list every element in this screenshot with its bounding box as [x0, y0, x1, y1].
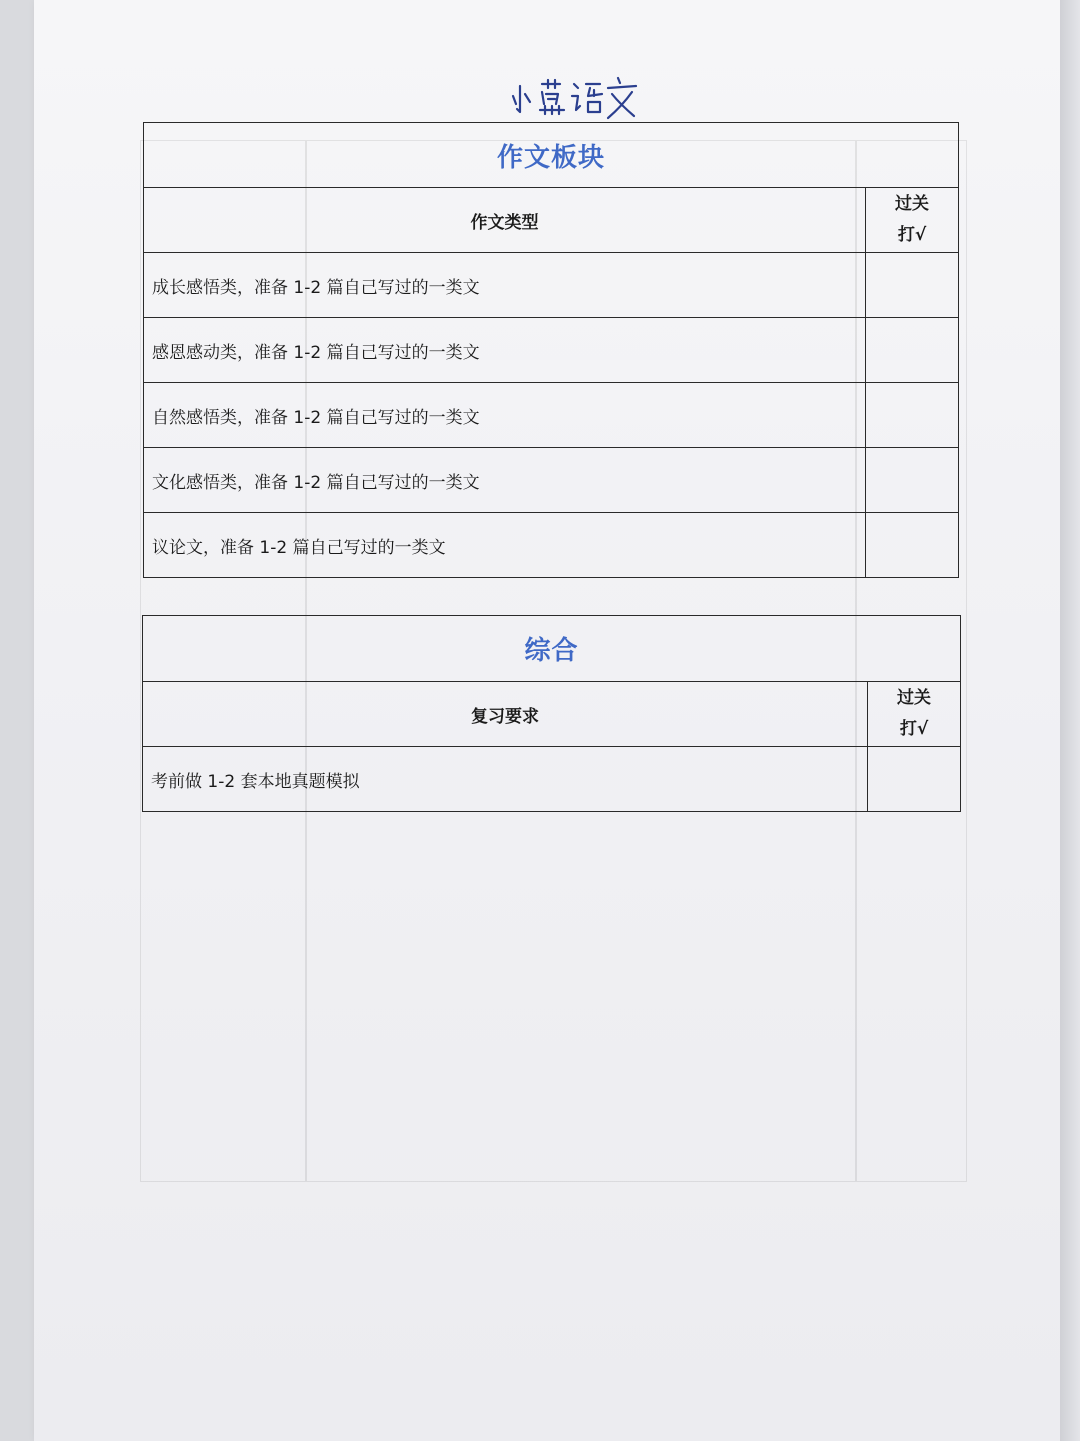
- pass-checkbox-cell[interactable]: [868, 747, 961, 812]
- table-row: [144, 383, 959, 448]
- essay-pass-check-header: [866, 188, 959, 253]
- essay-title-row: [144, 123, 959, 188]
- general-section-title: 综合: [143, 616, 961, 682]
- paper-edge: [1060, 0, 1080, 1441]
- pass-header-line1: 过关: [897, 688, 931, 708]
- pass-checkbox-cell[interactable]: [866, 383, 959, 448]
- pass-checkbox-cell[interactable]: [866, 448, 959, 513]
- essay-row-text: 自然感悟类，准备 1-2 篇自己写过的一类文: [144, 383, 866, 448]
- general-pass-check-header: [868, 682, 961, 747]
- essay-checklist-table: [143, 122, 959, 578]
- pass-checkbox-cell[interactable]: [866, 318, 959, 383]
- table-row: [144, 448, 959, 513]
- essay-row-text: 文化感悟类，准备 1-2 篇自己写过的一类文: [144, 448, 866, 513]
- essay-header-row: [144, 188, 959, 253]
- essay-row-text: 成长感悟类，准备 1-2 篇自己写过的一类文: [144, 253, 866, 318]
- pass-checkbox-cell[interactable]: [866, 513, 959, 578]
- pass-header-line1: 过关: [895, 194, 929, 214]
- essay-section-title: 作文板块: [144, 123, 959, 188]
- table-row: [144, 253, 959, 318]
- general-header-row: [143, 682, 961, 747]
- pass-header-line2: 打√: [897, 225, 927, 245]
- table-row: [144, 318, 959, 383]
- table-row: [144, 513, 959, 578]
- pass-checkbox-cell[interactable]: [866, 253, 959, 318]
- pass-header-line2: 打√: [899, 719, 929, 739]
- essay-type-header: 作文类型: [144, 188, 866, 253]
- handwritten-signature: [508, 74, 648, 124]
- essay-row-text: 议论文，准备 1-2 篇自己写过的一类文: [144, 513, 866, 578]
- general-row-text: 考前做 1-2 套本地真题模拟: [143, 747, 868, 812]
- general-title-row: [143, 616, 961, 682]
- essay-row-text: 感恩感动类，准备 1-2 篇自己写过的一类文: [144, 318, 866, 383]
- general-checklist-table: [142, 615, 961, 812]
- review-requirement-header: 复习要求: [143, 682, 868, 747]
- table-row: [143, 747, 961, 812]
